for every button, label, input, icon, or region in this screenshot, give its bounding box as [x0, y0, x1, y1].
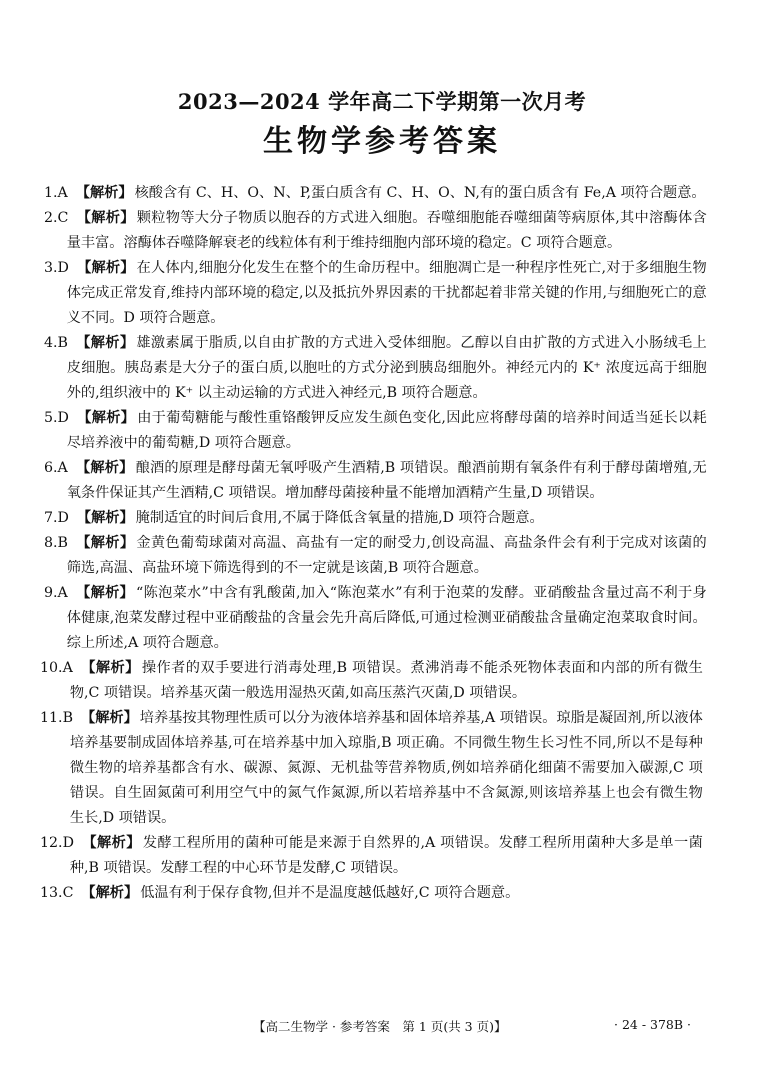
answer-explanation: 低温有利于保存食物,但并不是温度越低越好,C 项符合题意。 [140, 885, 520, 901]
answer-explanation: 由于葡萄糖能与酸性重铬酸钾反应发生颜色变化,因此应将酵母菌的培养时间适当延长以耗尽培养液中的葡萄糖,D 项符合题意。 [66, 410, 707, 451]
analysis-tag: 【解析】 [76, 510, 134, 526]
answer-item [44, 456, 707, 506]
analysis-tag: 【解析】 [75, 335, 135, 351]
analysis-tag: 【解析】 [76, 410, 136, 426]
answer-item [40, 831, 703, 881]
document-title: 生物学参考答案 [263, 124, 501, 159]
analysis-tag: 【解析】 [80, 660, 140, 676]
exam-title: 2023—2024 学年高二下学期第一次月考 [177, 89, 587, 114]
answer-explanation: 培养基按其物理性质可以分为液体培养基和固体培养基,A 项错误。琼脂是凝固剂,所以液体培养基要制成固体培养基,可在培养基中加入琼脂,B 项正确。不同微生物生长习性不同,所以不是每种微生物的培养基都含有水、碳源、氮源、无机盐等营养物质,例如培养硝化细菌不需要加入碳源,C 项错误。自生固氮菌可利用空气中的氮气作氮源,所以若培养基中不含氮源,则该培养基上也会有微生物生长,D 项错误。 [69, 710, 703, 826]
answer-item [40, 656, 703, 706]
answer-item [44, 181, 707, 206]
answer-explanation: 在人体内,细胞分化发生在整个的生命历程中。细胞凋亡是一种程序性死亡,对于多细胞生物体完成正常发育,维持内部环境的稳定,以及抵抗外界因素的干扰都起着非常关键的作用,与细胞死亡的意义不同。D 项符合题意。 [66, 260, 707, 326]
answer-item [44, 206, 707, 256]
answer-number: 13.C [40, 885, 74, 901]
answer-item [40, 706, 703, 831]
answer-number: 12.D [40, 835, 74, 851]
answer-item [44, 256, 707, 331]
analysis-tag: 【解析】 [75, 535, 135, 551]
answer-explanation: 颗粒物等大分子物质以胞吞的方式进入细胞。吞噬细胞能吞噬细菌等病原体,其中溶酶体含量丰富。溶酶体吞噬降解衰老的线粒体有利于维持细胞内部环境的稳定。C 项符合题意。 [66, 210, 707, 251]
answer-item [40, 881, 703, 906]
answer-explanation: 发酵工程所用的菌种可能是来源于自然界的,A 项错误。发酵工程所用菌种大多是单一菌种,B 项错误。发酵工程的中心环节是发酵,C 项错误。 [69, 835, 703, 876]
answer-item [44, 531, 707, 581]
analysis-tag: 【解析】 [75, 185, 133, 201]
answer-item [44, 506, 707, 531]
answer-number: 11.B [40, 710, 73, 726]
answer-explanation: 酿酒的原理是酵母菌无氧呼吸产生酒精,B 项错误。酿酒前期有氧条件有利于酵母菌增殖,无氧条件保证其产生酒精,C 项错误。增加酵母菌接种量不能增加酒精产生量,D 项错误。 [66, 460, 707, 501]
analysis-tag: 【解析】 [81, 710, 138, 726]
answer-explanation: 雄激素属于脂质,以自由扩散的方式进入受体细胞。乙醇以自由扩散的方式进入小肠绒毛上皮细胞。胰岛素是大分子的蛋白质,以胞吐的方式分泌到胰岛细胞外。神经元内的 K⁺ 浓度远高于细胞外的,组织液中的 K⁺ 以主动运输的方式进入神经元,B 项符合题意。 [66, 335, 707, 401]
answer-explanation: “陈泡菜水”中含有乳酸菌,加入“陈泡菜水”有利于泡菜的发酵。亚硝酸盐含量过高不利于身体健康,泡菜发酵过程中亚硝酸盐的含量会先升高后降低,可通过检测亚硝酸盐含量确定泡菜取食时间。综上所述,A 项符合题意。 [66, 585, 707, 651]
answer-number: 4.B [44, 335, 68, 351]
answer-list [0, 181, 764, 906]
answer-explanation: 腌制适宜的时间后食用,不属于降低含氧量的措施,D 项符合题意。 [135, 510, 544, 526]
answer-number: 1.A [44, 185, 68, 201]
answer-number: 7.D [44, 510, 69, 526]
answer-number: 3.D [44, 260, 69, 276]
answer-item [44, 581, 707, 656]
analysis-tag: 【解析】 [75, 585, 135, 601]
analysis-tag: 【解析】 [76, 210, 135, 226]
analysis-tag: 【解析】 [76, 260, 135, 276]
answer-explanation: 核酸含有 C、H、O、N、P,蛋白质含有 C、H、O、N,有的蛋白质含有 Fe,A 项符合题意。 [134, 185, 706, 201]
analysis-tag: 【解析】 [81, 835, 141, 851]
answer-number: 8.B [44, 535, 68, 551]
answer-item [44, 406, 707, 456]
answer-explanation: 金黄色葡萄球菌对高温、高盐有一定的耐受力,创设高温、高盐条件会有利于完成对该菌的筛选,高温、高盐环境下筛选得到的不一定就是该菌,B 项符合题意。 [66, 535, 707, 576]
analysis-tag: 【解析】 [75, 460, 134, 476]
footer-page-info: 【高二生物学 · 参考答案 第 1 页(共 3 页)】 [253, 1019, 507, 1034]
answer-number: 5.D [44, 410, 69, 426]
footer-code: · 24 - 378B · [614, 1017, 692, 1032]
answer-explanation: 操作者的双手要进行消毒处理,B 项错误。煮沸消毒不能杀死物体表面和内部的所有微生物,C 项错误。培养基灭菌一般选用湿热灭菌,如高压蒸汽灭菌,D 项错误。 [69, 660, 703, 701]
answer-number: 10.A [40, 660, 73, 676]
answer-number: 6.A [44, 460, 68, 476]
answer-number: 2.C [44, 210, 69, 226]
answer-item [44, 331, 707, 406]
analysis-tag: 【解析】 [81, 885, 139, 901]
answer-number: 9.A [44, 585, 68, 601]
